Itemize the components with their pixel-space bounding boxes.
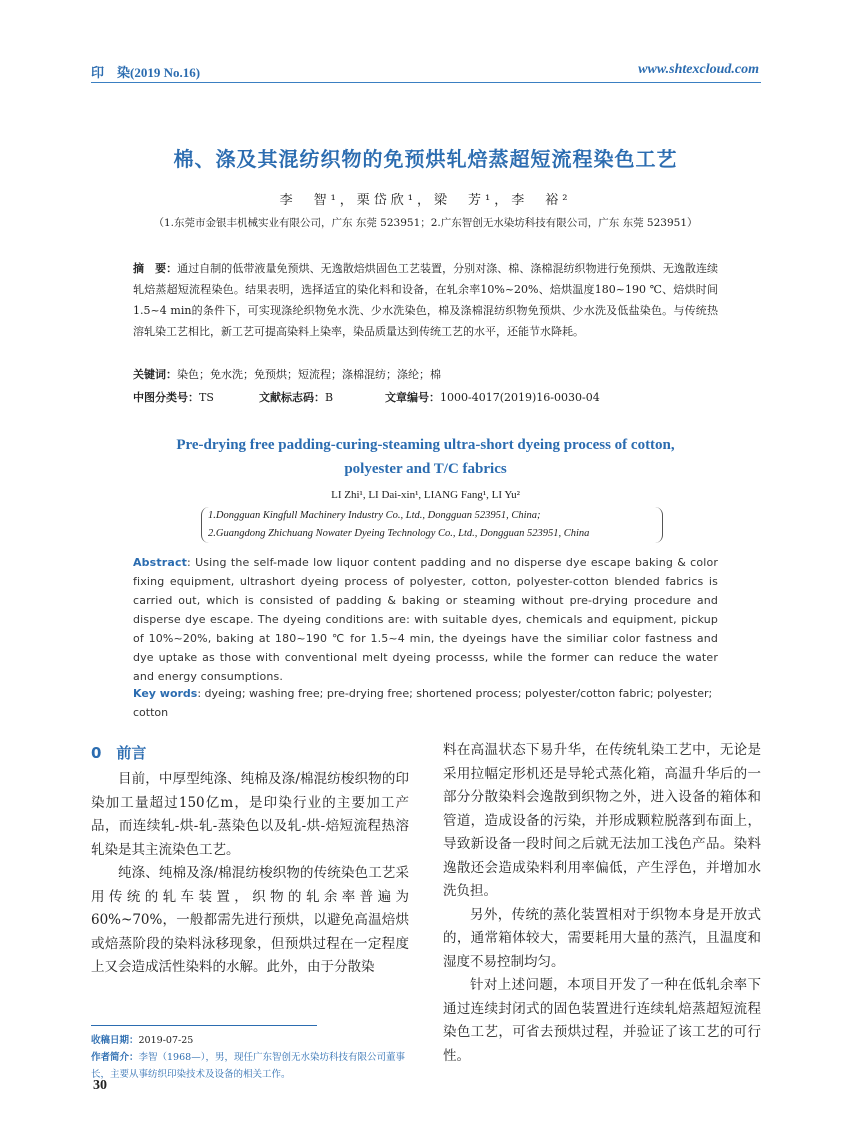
right-paragraph-3: 针对上述问题，本项目开发了一种在低轧余率下通过连续封闭式的固色装置进行连续轧焙蒸超短流程染色工艺，可省去预烘过程，并验证了该工艺的可行性。 — [443, 977, 761, 1064]
abstract-en-label: Abstract — [133, 556, 188, 569]
right-paragraph-1: 料在高温状态下易升华，在传统轧染工艺中，无论是采用拉幅定形机还是导轮式蒸化箱，高温升华后的一部分分散染料会逸散到织物之外，进入设备的箱体和管道，造成设备的污染，并形成颗粒脱落到布面上，导致新设备一段时间之后就无法加工浅色产品。染料逸散还会造成染料利用率偏低，产生浮色，并增加水洗负担。 — [443, 742, 761, 899]
abstract-en-text: : Using the self-made low liquor content padding and no disperse dye escape baking & color fixing equipment, ultrashort dyeing process of polyester, cotton, polyester-cotton blended fabrics is carried out, which is consisted of padding & baking or steaming without pre-drying procedure and disperse dye escape. The dyeing conditions are: with suitable dyes, chemicals and equipment, pickup of 10%~20%, baking at 180~190 ℃ for 1.5~4 min, the dyeings have the similiar color fastness and dye uptake as those with conventional melt dyeing processs, while the former can reduce the water and energy consumptions. — [133, 556, 718, 683]
affiliation-cn: （1.东莞市金银丰机械实业有限公司，广东 东莞 523951；2.广东智创无水染坊科技有限公司，广东 东莞 523951） — [153, 217, 698, 229]
authors-cn: 李 智¹，栗岱欣¹，梁 芳¹，李 裕² — [279, 193, 572, 208]
page-number: 30 — [93, 1078, 107, 1093]
received-date — [91, 1032, 411, 1049]
right-paragraph-2: 另外，传统的蒸化装置相对于织物本身是开放式的，通常箱体较大，需要耗用大量的蒸汽，且温度和湿度不易控制均匀。 — [443, 906, 761, 970]
affiliation-en-1: 1.Dongguan Kingfull Machinery Industry Co., Ltd., Dongguan 523951, China; — [208, 510, 541, 521]
affiliation-en-2: 2.Guangdong Zhichuang Nowater Dyeing Technology Co., Ltd., Dongguan 523951, China — [208, 528, 590, 539]
doc-code-label: 文献标志码： — [259, 391, 325, 404]
keywords-en-label: Key words — [133, 687, 198, 700]
left-paragraph-1: 目前，中厚型纯涤、纯棉及涤/棉混纺梭织物的印染加工量超过150亿m，是印染行业的主要加工产品，而连续轧-烘-轧-蒸染色以及轧-烘-焙短流程热溶轧染是其主流染色工艺。 — [91, 771, 409, 858]
paper-title-cn: 棉、涤及其混纺织物的免预烘轧焙蒸超短流程染色工艺 — [173, 147, 678, 171]
clc-label: 中图分类号： — [133, 391, 199, 404]
author-bio — [91, 1049, 411, 1083]
journal-header: 印 染(2019 No.16) — [91, 65, 201, 80]
left-paragraph-2: 纯涤、纯棉及涤/棉混纺梭织物的传统染色工艺采用传统的轧车装置，织物的轧余率普遍为60%~70%，一般都需先进行预烘，以避免高温焙烘或焙蒸阶段的染料泳移现象，但预烘过程在一定程度上又会造成活性染料的水解。此外，由于分散染 — [91, 865, 409, 975]
left-column — [91, 768, 409, 980]
right-column — [443, 739, 761, 1068]
footnote-divider — [91, 1025, 317, 1026]
header-divider — [91, 82, 761, 83]
abstract-cn-label: 摘 要： — [133, 262, 178, 275]
keywords-en — [133, 684, 718, 722]
abstract-en — [133, 553, 718, 686]
clc-value: TS — [199, 391, 214, 404]
title-en-line1: Pre-drying free padding-curing-steaming ultra-short dyeing process of cotton, — [176, 437, 675, 453]
article-no-label: 文章编号： — [385, 391, 440, 404]
website-link[interactable]: www.shtexcloud.com — [638, 62, 759, 77]
keywords-cn — [133, 364, 718, 385]
authors-en: LI Zhi¹, LI Dai-xin¹, LIANG Fang¹, LI Yu² — [331, 489, 520, 501]
abstract-cn — [133, 258, 718, 342]
author-bio-label: 作者简介： — [91, 1052, 139, 1063]
keywords-cn-label: 关键词： — [133, 368, 177, 381]
title-en-line2: polyester and T/C fabrics — [344, 461, 507, 477]
keywords-en-text: : dyeing; washing free; pre-drying free; shortened process; polyester/cotton fabric; polyester; cotton — [133, 687, 713, 719]
abstract-cn-text: 通过自制的低带液量免预烘、无逸散焙烘固色工艺装置，分别对涤、棉、涤棉混纺织物进行免预烘、无逸散连续轧焙蒸超短流程染色。结果表明，选择适宜的染化料和设备，在轧余率10%~20%、焙烘温度180~190 ℃、焙烘时间1.5~4 min的条件下，可实现涤纶织物免水洗、少水洗染色，棉及涤棉混纺织物免预烘、少水洗及低盐染色。与传统热溶轧染工艺相比，新工艺可提高染料上染率，染品质量达到传统工艺的水平，还能节水降耗。 — [133, 262, 718, 338]
affiliation-en — [201, 507, 663, 543]
author-bio-text: 李智（1968—），男，现任广东智创无水染坊科技有限公司董事长，主要从事纺织印染技术及设备的相关工作。 — [91, 1052, 405, 1080]
received-value: 2019-07-25 — [138, 1035, 194, 1046]
received-label: 收稿日期： — [91, 1035, 139, 1046]
article-no-value: 1000-4017(2019)16-0030-04 — [440, 391, 600, 404]
doc-code-value: B — [325, 391, 334, 404]
keywords-cn-text: 染色；免水洗；免预烘；短流程；涤棉混纺；涤纶；棉 — [177, 368, 441, 381]
paper-title-en — [0, 433, 851, 481]
section-heading-intro: 0 前言 — [91, 744, 147, 762]
